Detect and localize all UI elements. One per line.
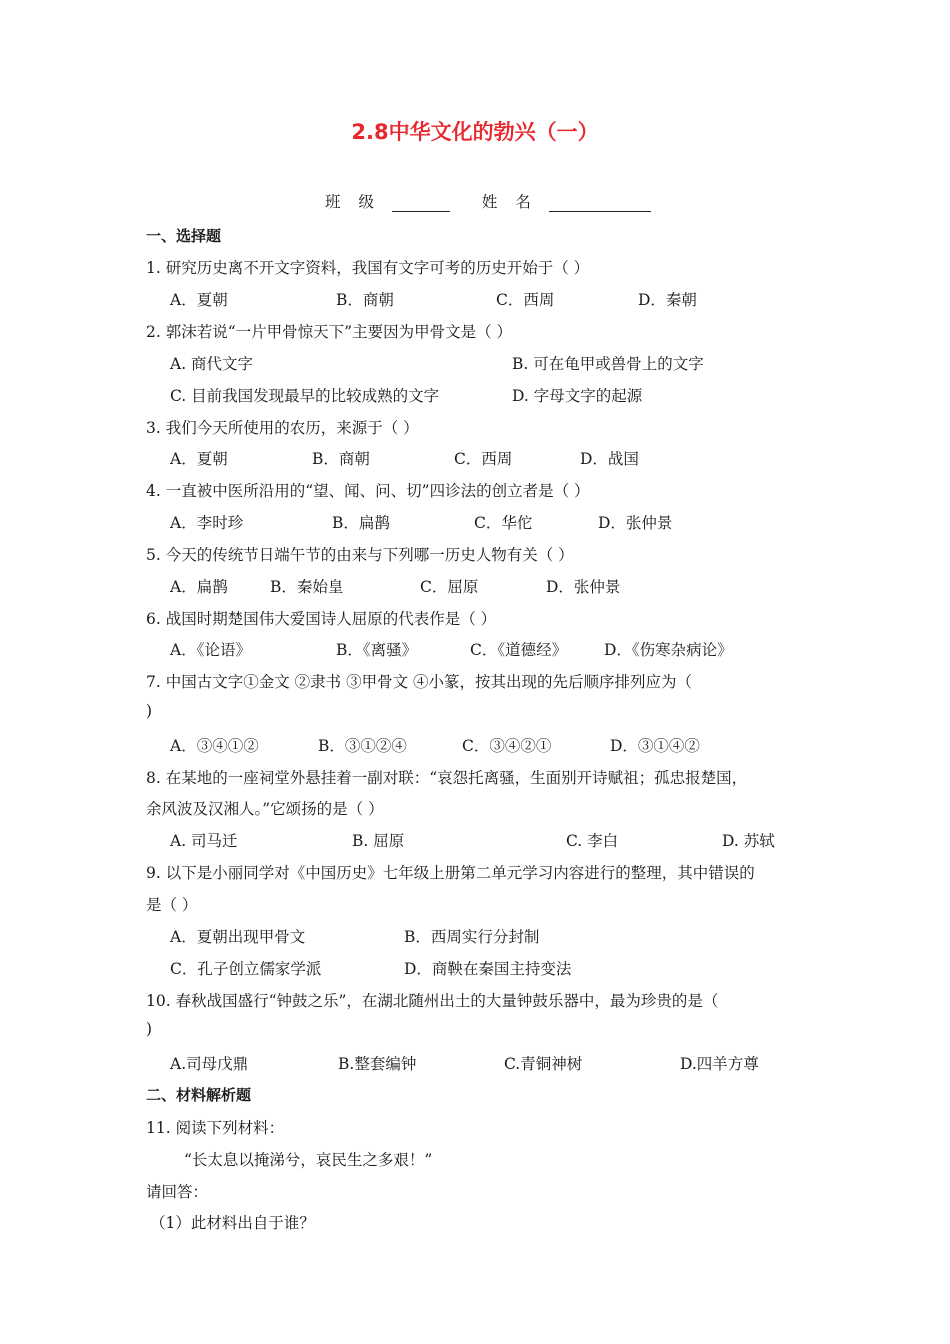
question-stem-1: 1. 研究历史离不开文字资料，我国有文字可考的历史开始于（ ）	[146, 259, 590, 277]
q8-option-a: A. 司马迁	[170, 832, 238, 850]
q7-option-c: C．③④②①	[462, 737, 552, 755]
q1-option-d: D．秦朝	[638, 291, 697, 309]
section-title-choice: 一、选择题	[146, 227, 222, 245]
question-stem-8: 8. 在某地的一座祠堂外悬挂着一副对联：“哀怨托离骚，生面别开诗赋祖；孤忠报楚国，	[146, 769, 748, 787]
q3-option-b: B．商朝	[312, 450, 370, 468]
question-stem-3: 3. 我们今天所使用的农历，来源于（ ）	[146, 419, 419, 437]
section-title-material: 二、材料解析题	[146, 1086, 252, 1104]
question-stem-9-cont: 是（ ）	[146, 896, 198, 914]
page-title: 2.8中华文化的勃兴（一）	[351, 120, 599, 144]
q4-option-c: C．华佗	[474, 514, 533, 532]
q5-option-d: D．张仲景	[546, 578, 621, 596]
q5-option-a: A．扁鹊	[170, 578, 228, 596]
question-stem-10: 10. 春秋战国盛行“钟鼓之乐”，在湖北随州出土的大量钟鼓乐器中，最为珍贵的是（	[146, 992, 719, 1010]
q10-option-d: D.四羊方尊	[680, 1055, 759, 1073]
question-stem-7-cont: )	[146, 702, 153, 720]
question-stem-11: 11. 阅读下列材料：	[146, 1119, 285, 1137]
material-quote: “长太息以掩涕兮，哀民生之多艰！”	[184, 1151, 433, 1169]
question-stem-6: 6. 战国时期楚国伟大爱国诗人屈原的代表作是（ ）	[146, 610, 497, 628]
q2-option-b: B. 可在龟甲或兽骨上的文字	[512, 355, 704, 373]
class-blank[interactable]	[392, 195, 450, 212]
question-stem-10-cont: )	[146, 1020, 153, 1038]
q1-option-a: A．夏朝	[170, 291, 228, 309]
q8-option-b: B. 屈原	[352, 832, 405, 850]
q6-option-a: A．《论语》	[170, 641, 251, 659]
answer-prompt: 请回答：	[146, 1183, 209, 1201]
q1-option-b: B．商朝	[336, 291, 394, 309]
q6-option-c: C．《道德经》	[470, 641, 568, 659]
q6-option-d: D．《伤寒杂病论》	[604, 641, 733, 659]
q5-option-c: C．屈原	[420, 578, 479, 596]
q7-option-b: B．③①②④	[318, 737, 407, 755]
question-stem-7: 7. 中国古文字①金文 ②隶书 ③甲骨文 ④小篆，按其出现的先后顺序排列应为（	[146, 673, 692, 691]
q2-option-c: C. 目前我国发现最早的比较成熟的文字	[170, 387, 440, 405]
q6-option-b: B．《离骚》	[336, 641, 418, 659]
q3-option-a: A．夏朝	[170, 450, 228, 468]
question-stem-2: 2. 郭沫若说“一片甲骨惊天下”主要因为甲骨文是（ ）	[146, 323, 512, 341]
class-name-line	[325, 190, 651, 212]
q7-option-a: A．③④①②	[170, 737, 259, 755]
q7-option-d: D．③①④②	[610, 737, 700, 755]
q3-option-c: C．西周	[454, 450, 513, 468]
q10-option-c: C.青铜神树	[504, 1055, 583, 1073]
q1-option-c: C．西周	[496, 291, 555, 309]
q10-option-b: B.整套编钟	[338, 1055, 417, 1073]
class-label: 班级	[325, 193, 393, 211]
q4-option-d: D．张仲景	[598, 514, 673, 532]
name-blank[interactable]	[549, 195, 651, 212]
question-stem-8-cont: 余风波及汉湘人。”它颂扬的是（ ）	[146, 800, 384, 818]
q9-option-a: A．夏朝出现甲骨文	[170, 928, 306, 946]
q10-option-a: A.司母戊鼎	[170, 1055, 249, 1073]
q8-option-d: D. 苏轼	[722, 832, 775, 850]
question-stem-4: 4. 一直被中医所沿用的“望、闻、问、切”四诊法的创立者是（ ）	[146, 482, 590, 500]
q5-option-b: B．秦始皇	[270, 578, 344, 596]
question-stem-9: 9. 以下是小丽同学对《中国历史》七年级上册第二单元学习内容进行的整理，其中错误的	[146, 864, 755, 882]
q9-option-b: B．西周实行分封制	[404, 928, 540, 946]
q4-option-b: B．扁鹊	[332, 514, 390, 532]
q3-option-d: D．战国	[580, 450, 639, 468]
q9-option-d: D．商鞅在秦国主持变法	[404, 960, 572, 978]
q9-option-c: C．孔子创立儒家学派	[170, 960, 322, 978]
q2-option-d: D. 字母文字的起源	[512, 387, 643, 405]
q2-option-a: A. 商代文字	[170, 355, 254, 373]
q4-option-a: A．李时珍	[170, 514, 244, 532]
q8-option-c: C. 李白	[566, 832, 619, 850]
question-stem-5: 5. 今天的传统节日端午节的由来与下列哪一历史人物有关（ ）	[146, 546, 574, 564]
name-label: 姓名	[481, 193, 549, 211]
sub-question-1: （1）此材料出自于谁？	[150, 1214, 315, 1232]
